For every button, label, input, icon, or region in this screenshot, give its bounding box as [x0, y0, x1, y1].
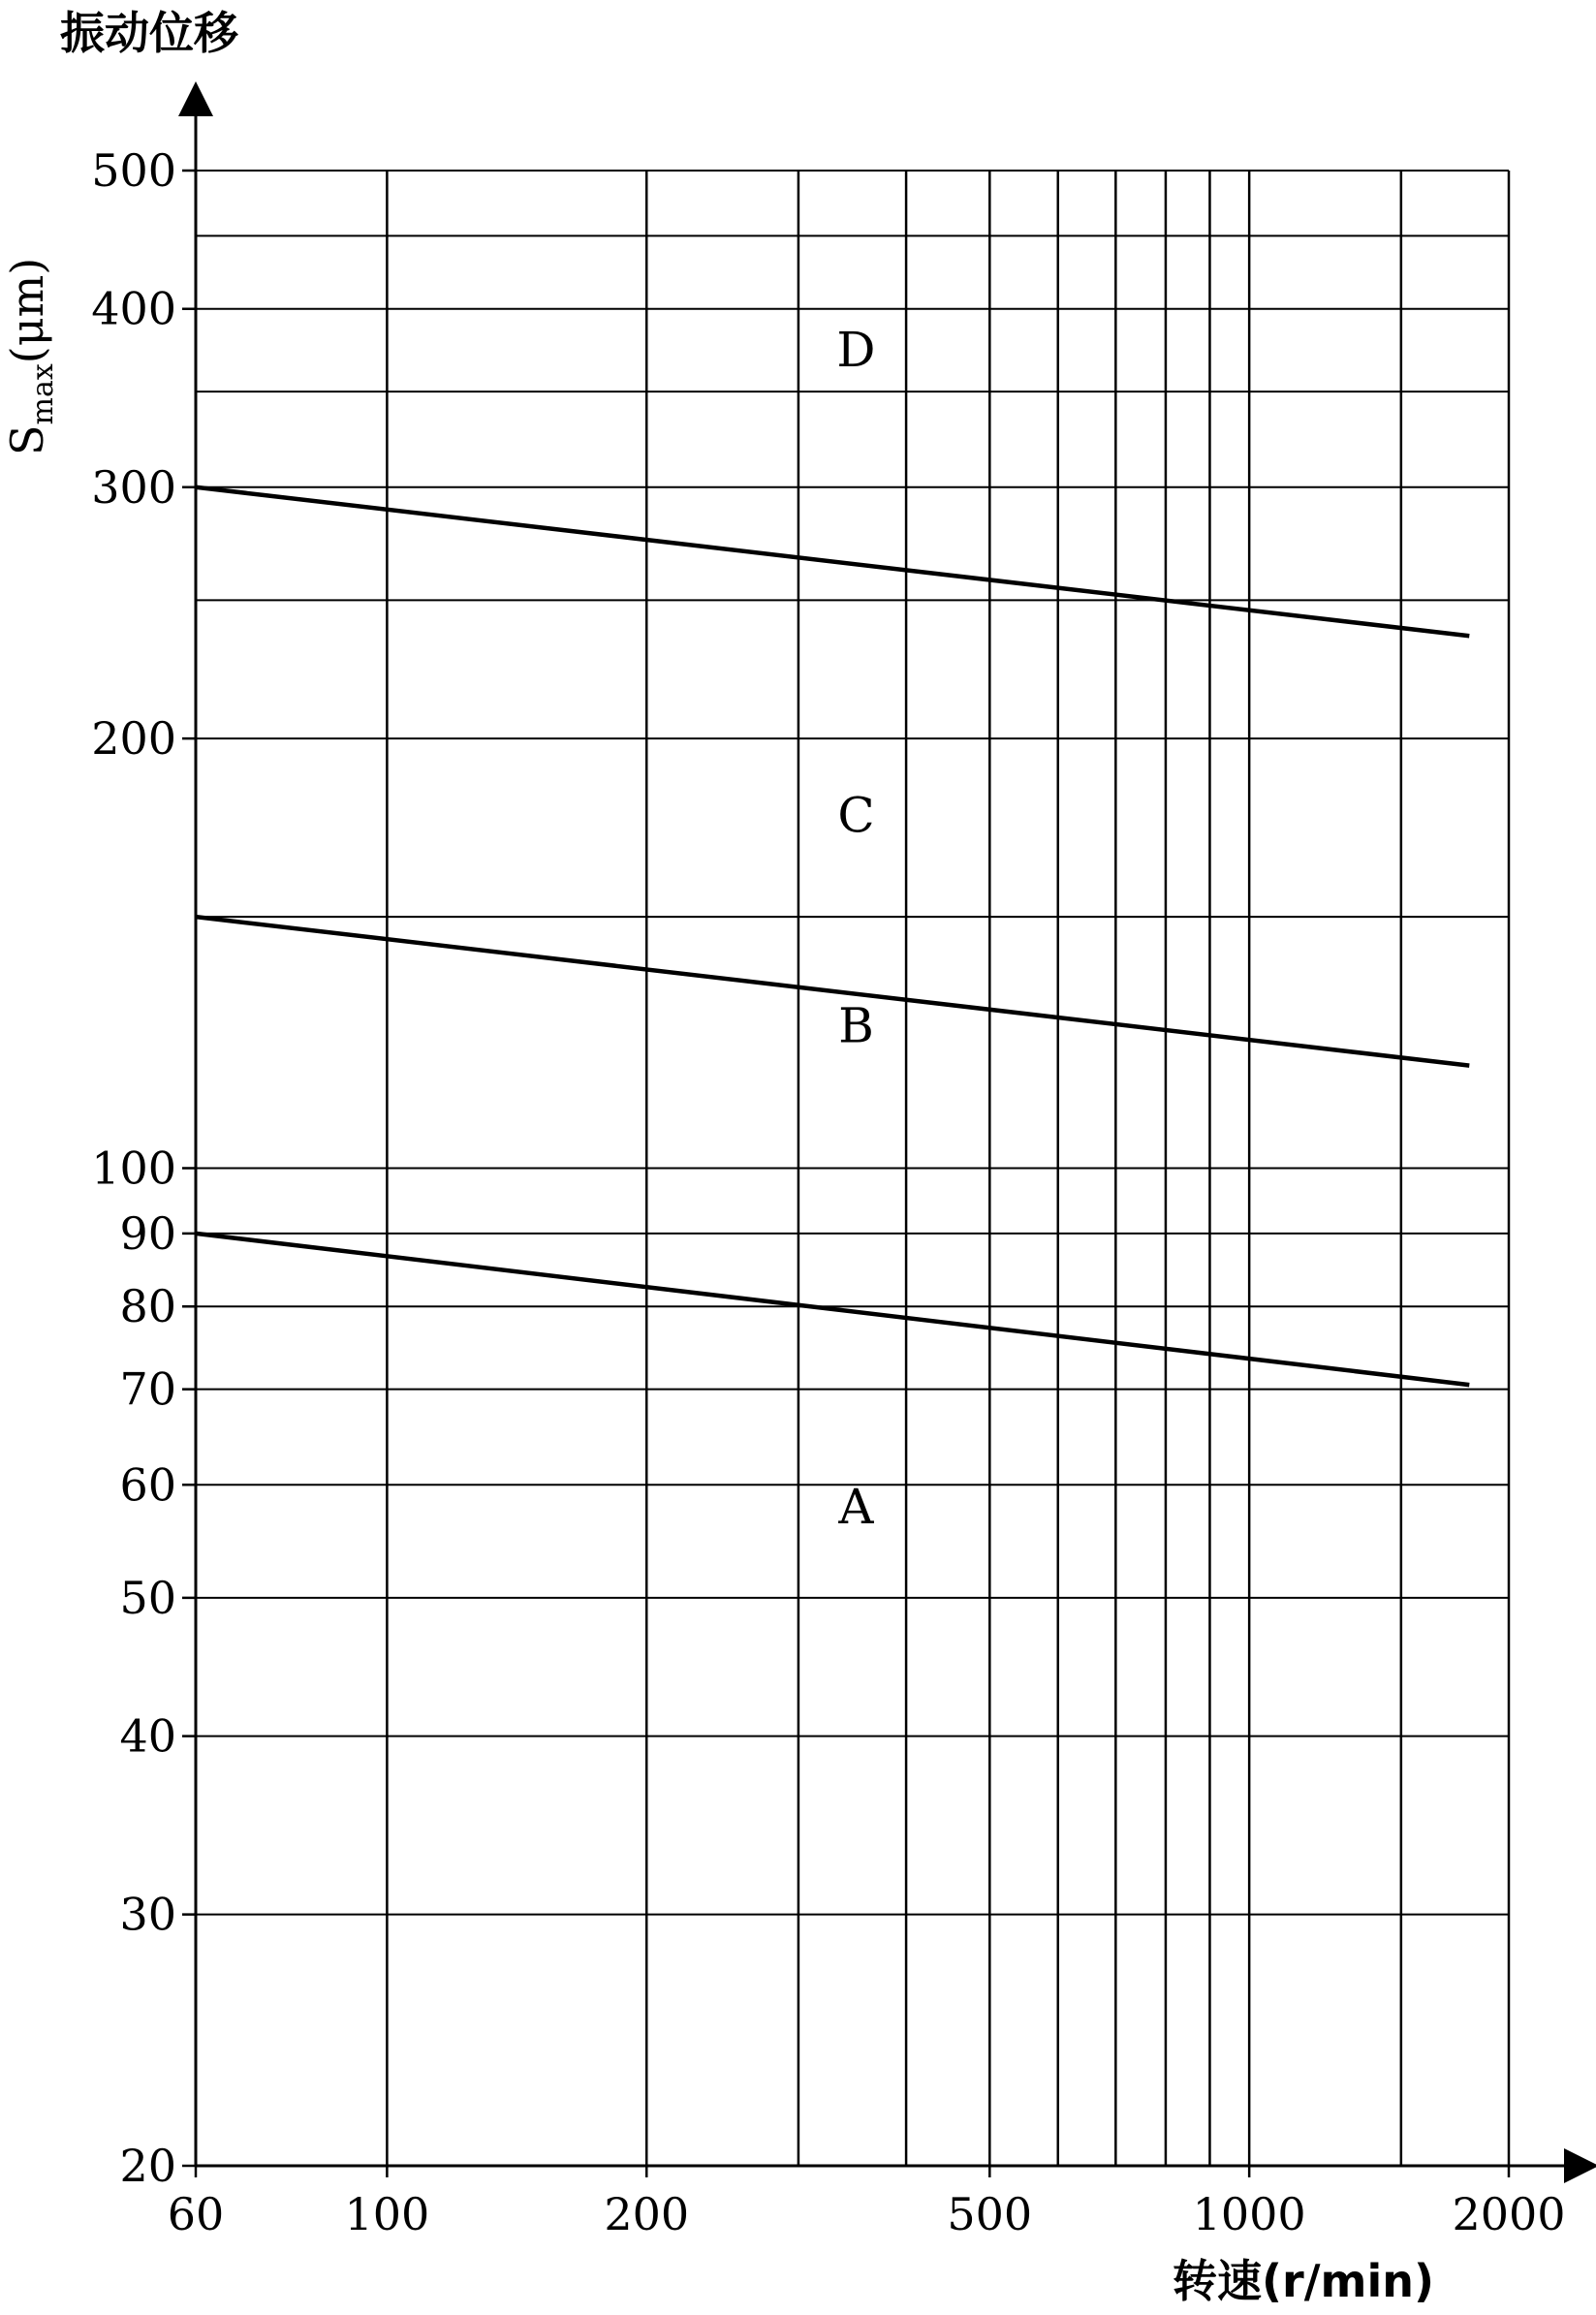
- grid-layer: [196, 171, 1509, 2166]
- y-tick-label: 40: [119, 1709, 176, 1763]
- y-tick-label: 80: [119, 1280, 176, 1333]
- y-tick-label: 300: [91, 460, 176, 514]
- region-label-a: A: [838, 1478, 874, 1535]
- y-tick-label: 70: [119, 1362, 176, 1416]
- y-tick-label: 30: [119, 1888, 176, 1941]
- x-tick-label: 500: [947, 2188, 1033, 2240]
- label-layer: [91, 144, 1565, 2240]
- y-axis-unit: (μm): [1, 257, 53, 364]
- region-label-c: C: [837, 787, 875, 844]
- y-tick-label: 100: [91, 1142, 176, 1195]
- x-tick-label: 1000: [1192, 2188, 1306, 2240]
- axis-layer: [182, 99, 1581, 2177]
- region-label-d: D: [836, 322, 876, 379]
- x-tick-label: 2000: [1452, 2188, 1566, 2240]
- y-axis-symbol: S: [1, 424, 53, 455]
- x-tick-label: 100: [344, 2188, 430, 2240]
- y-axis-subscript: max: [26, 363, 60, 425]
- y-tick-label: 500: [91, 144, 176, 197]
- y-tick-label: 50: [119, 1571, 176, 1624]
- chart-title: 振动位移: [60, 7, 238, 59]
- y-tick-label: 200: [91, 712, 176, 766]
- x-axis-title: 转速(r/min): [1173, 2255, 1434, 2307]
- y-tick-label: 400: [91, 282, 176, 335]
- y-tick-label: 20: [119, 2140, 176, 2192]
- y-axis-title: [1, 258, 60, 455]
- x-tick-label: 200: [604, 2188, 690, 2240]
- region-label-b: B: [838, 997, 874, 1054]
- y-tick-label: 60: [119, 1458, 176, 1512]
- x-tick-label: 60: [167, 2188, 225, 2240]
- y-tick-label: 90: [119, 1206, 176, 1260]
